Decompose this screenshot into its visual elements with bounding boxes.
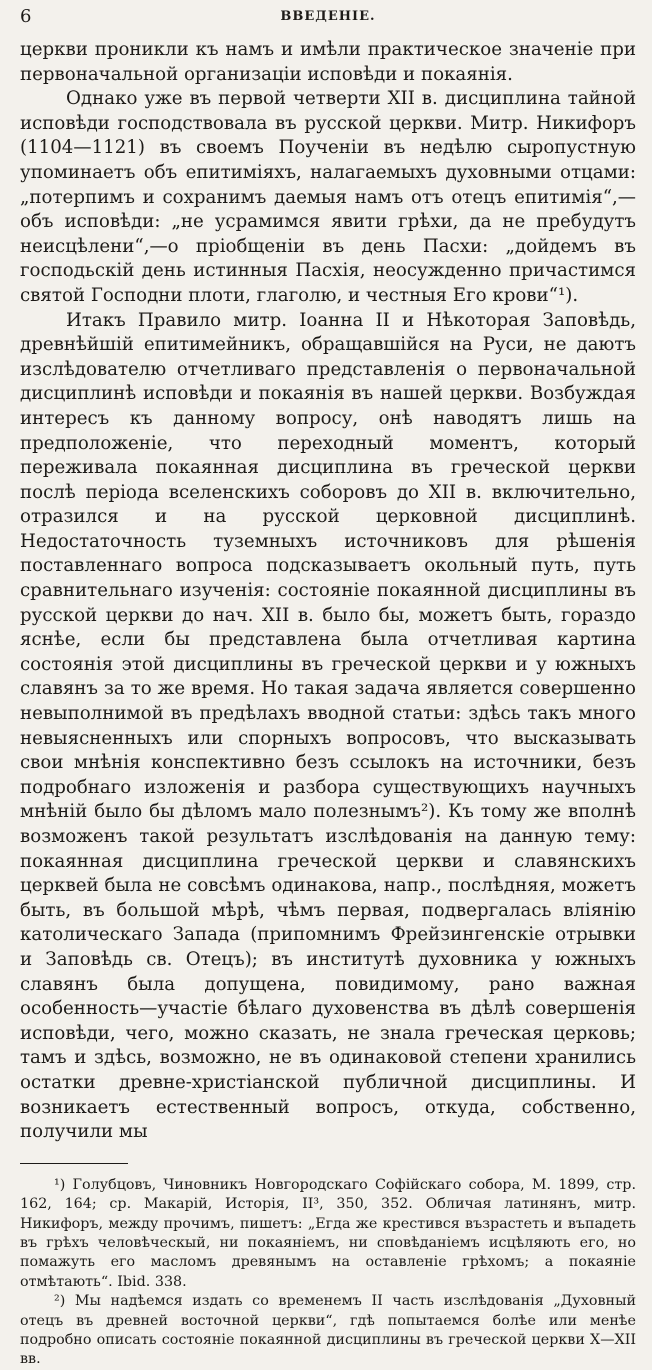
footnote: ²) Мы надѣемся издать со временемъ II часть изслѣдованія „Духовный отецъ въ древней восточной церкви“, гдѣ попытаемся болѣе или менѣе подробно описать состояніе покаянной дисциплины въ греческой церкви X—XII вв. [20, 1293, 636, 1368]
paragraph: Однако уже въ первой четверти XII в. дисциплина тайной исповѣди господствовала въ русской церкви. Митр. Никифоръ (1104—1121) въ своемъ Поученіи въ недѣлю сыропустную упоминаетъ объ епитиміяхъ, налагаемыхъ духовными отцами: „потерпимъ и сохранимъ даемыя намъ отъ отецъ епитимія“,— объ исповѣди: „не усрамимся явити грѣхи, да не пребудутъ неисцѣлени“,—о пріобщеніи въ день Пасхи: „дойдемъ въ господьскій день истинныя Пасхія, неосужденно причастимся святой Господни плоти, глаголю, и честныя Его крови“¹). [20, 88, 636, 306]
page-number: 6 [20, 6, 32, 27]
running-title: ВВЕДЕНІЕ. [280, 9, 376, 24]
paragraph-continuation: церкви проникли къ намъ и имѣли практическое значеніе при первоначальной организаціи исповѣди и покаянія. [20, 39, 636, 85]
main-text [20, 38, 636, 1145]
footnote-separator [20, 1163, 128, 1164]
book-page [20, 6, 636, 1370]
footnotes [20, 1176, 636, 1370]
paragraph: Итакъ Правило митр. Іоанна II и Нѣкоторая Заповѣдь, древнѣйшій епитимейникъ, обращавшійся на Руси, не даютъ изслѣдователю отчетливаго представленія о первоначальной дисциплинѣ исповѣди и покаянія въ нашей церкви. Возбуждая интересъ къ данному вопросу, онѣ наводятъ лишь на предположеніе, что переходный моментъ, который переживала покаянная дисциплина въ греческой церкви послѣ періода вселенскихъ соборовъ до XII в. включительно, отразился и на русской церковной дисциплинѣ. Недостаточность туземныхъ источниковъ для рѣшенія поставленнаго вопроса подсказываетъ окольный путь, путь сравнительнаго изученія: состояніе покаянной дисциплины въ русской церкви до нач. XII в. было бы, можетъ быть, гораздо яснѣе, если бы представлена была отчетливая картина состоянія этой дисциплины въ греческой церкви и у южныхъ славянъ за то же время. Но такая задача является совершенно невыполнимой въ предѣлахъ вводной статьи: здѣсь такъ много невыясненныхъ или спорныхъ вопросовъ, что высказывать свои мнѣнія конспективно безъ ссылокъ на источники, безъ подробнаго изложенія и разбора существующихъ научныхъ мнѣній было бы дѣломъ мало полезнымъ²). Къ тому же вполнѣ возможенъ такой результатъ изслѣдованія на данную тему: покаянная дисциплина греческой церкви и славянскихъ церквей была не совсѣмъ одинакова, напр., послѣдняя, можетъ быть, въ большой мѣрѣ, чѣмъ первая, подвергалась вліянію католическаго Запада (припомнимъ Фрейзингенскіе отрывки и Заповѣдь св. Отецъ); въ институтѣ духовника у южныхъ славянъ была допущена, повидимому, рано важная особенность—участіе бѣлаго духовенства въ дѣлѣ совершенія исповѣди, чего, можно сказать, не знала греческая церковь; тамъ и здѣсь, возможно, не въ одинаковой степени хранились остатки древне-христіанской публичной дисциплины. И возникаетъ естественный вопросъ, откуда, собственно, получили мы [20, 309, 636, 1143]
footnote: ¹) Голубцовъ, Чиновникъ Новгородскаго Софійскаго собора, М. 1899, стр. 162, 164; ср. Макарій, Исторія, II³, 350, 352. Обличая латинянъ, митр. Никифоръ, между прочимъ, пишетъ: „Егда же крестився възрастеть и въпадеть въ грѣхъ человѣческый, ни покаяніемъ, ни сповѣданіемъ исцѣляють его, но помажуть его масломъ древянымъ на оставленіе грѣхомъ; а покаяніе отмѣтають“. Ibid. 338. [20, 1176, 636, 1290]
page-header [20, 6, 636, 38]
